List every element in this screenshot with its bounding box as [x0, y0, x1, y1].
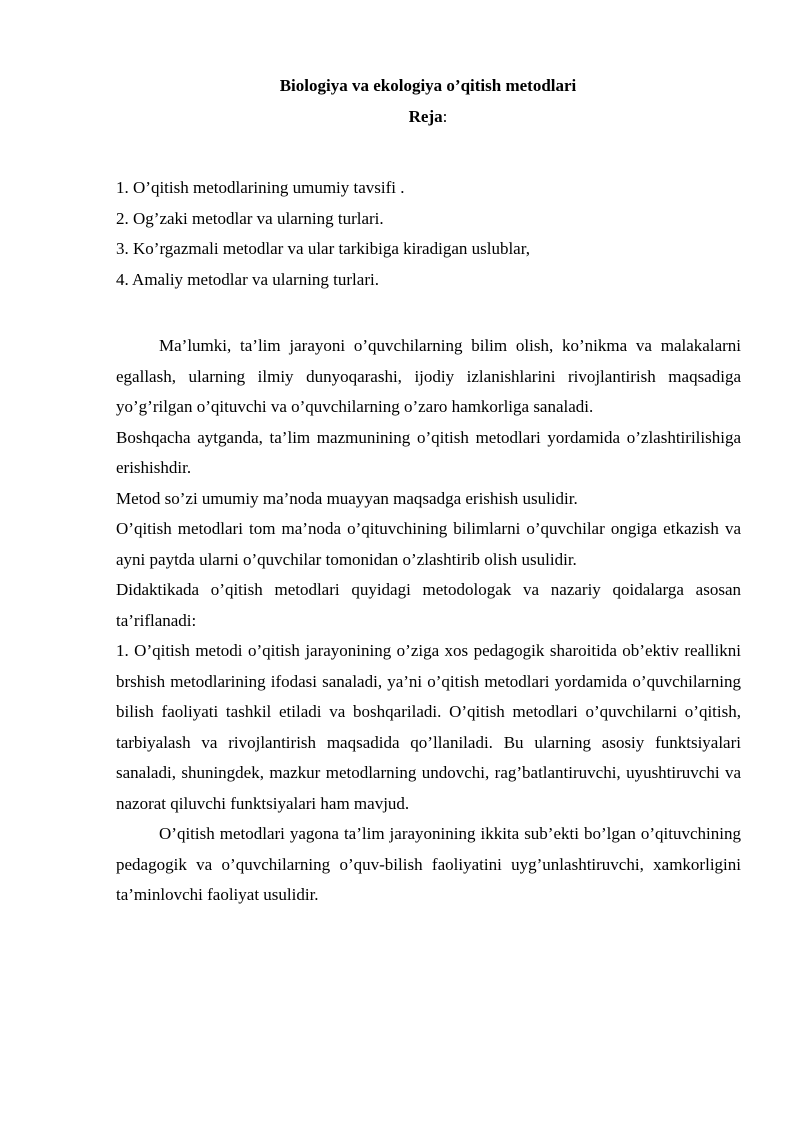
plan-item: 1. O’qitish metodlarining umumiy tavsifi . — [116, 178, 405, 197]
paragraph: O’qitish metodlari yagona ta’lim jarayonining ikkita sub’ekti bo’lgan o’qituvchining pedagogik va o’quvchilarning o’quv-bilish faoliyatini uyg’unlashtiruvchi, xamkorligini ta’minlovchi faoliyat usulidir. — [116, 824, 741, 904]
plan-list — [116, 173, 756, 295]
plan-item: 2. Og’zaki metodlar va ularning turlari. — [116, 208, 384, 228]
document-title: Biologiya va ekologiya o’qitish metodlari — [279, 76, 577, 95]
plan-heading-colon: : — [442, 107, 448, 126]
plan-heading — [0, 105, 800, 129]
paragraph: O’qitish metodlari tom ma’noda o’qituvchining bilimlarni o’quvchilar ongiga etkazish va ayni paytda ularni o’quvchilar tomonidan o’zlashtirib olish usulidir. — [116, 519, 741, 569]
plan-item: 3. Ko’rgazmali metodlar va ular tarkibiga kiradigan uslublar, — [116, 239, 530, 258]
paragraph: 1. O’qitish metodi o’qitish jarayonining o’ziga xos pedagogik sharoitida ob’ektiv reallikni brshish metodlarining ifodasi sanaladi, ya’ni o’qitish metodlari yordamida o’quvchilarning bilish faoliyati tashkil etiladi va boshqariladi. O’qitish metodlari o’quvchilarni o’qitish, tarbiyalash va rivojlantirish maqsadida qo’llaniladi. Bu ularning asosiy funktsiyalari sanaladi, shuningdek, mazkur metodlarning undovchi, rag’batlantiruvchi, uyushtiruvchi va nazorat qiluvchi funktsiyalari ham mavjud. — [116, 641, 741, 813]
plan-heading-label: Reja — [408, 107, 443, 126]
paragraph: Boshqacha aytganda, ta’lim mazmunining o’qitish metodlari yordamida o’zlashtirilishiga erishishdir. — [116, 427, 741, 477]
plan-item: 4. Amaliy metodlar va ularning turlari. — [116, 269, 379, 289]
paragraph: Ma’lumki, ta’lim jarayoni o’quvchilarning bilim olish, ko’nikma va malakalarni egallash, ularning ilmiy dunyoqarashi, ijodiy izlanishlarini rivojlantirish maqsadiga yo’g’rilgan o’qituvchi va o’quvchilarning o’zaro hamkorliga sanaladi. — [116, 336, 741, 416]
paragraph: Didaktikada o’qitish metodlari quyidagi metodologak va nazariy qoidalarga asosan ta’riflanadi: — [116, 580, 741, 630]
body-text — [116, 331, 741, 911]
paragraph: Metod so’zi umumiy ma’noda muayyan maqsadga erishish usulidir. — [116, 488, 578, 508]
